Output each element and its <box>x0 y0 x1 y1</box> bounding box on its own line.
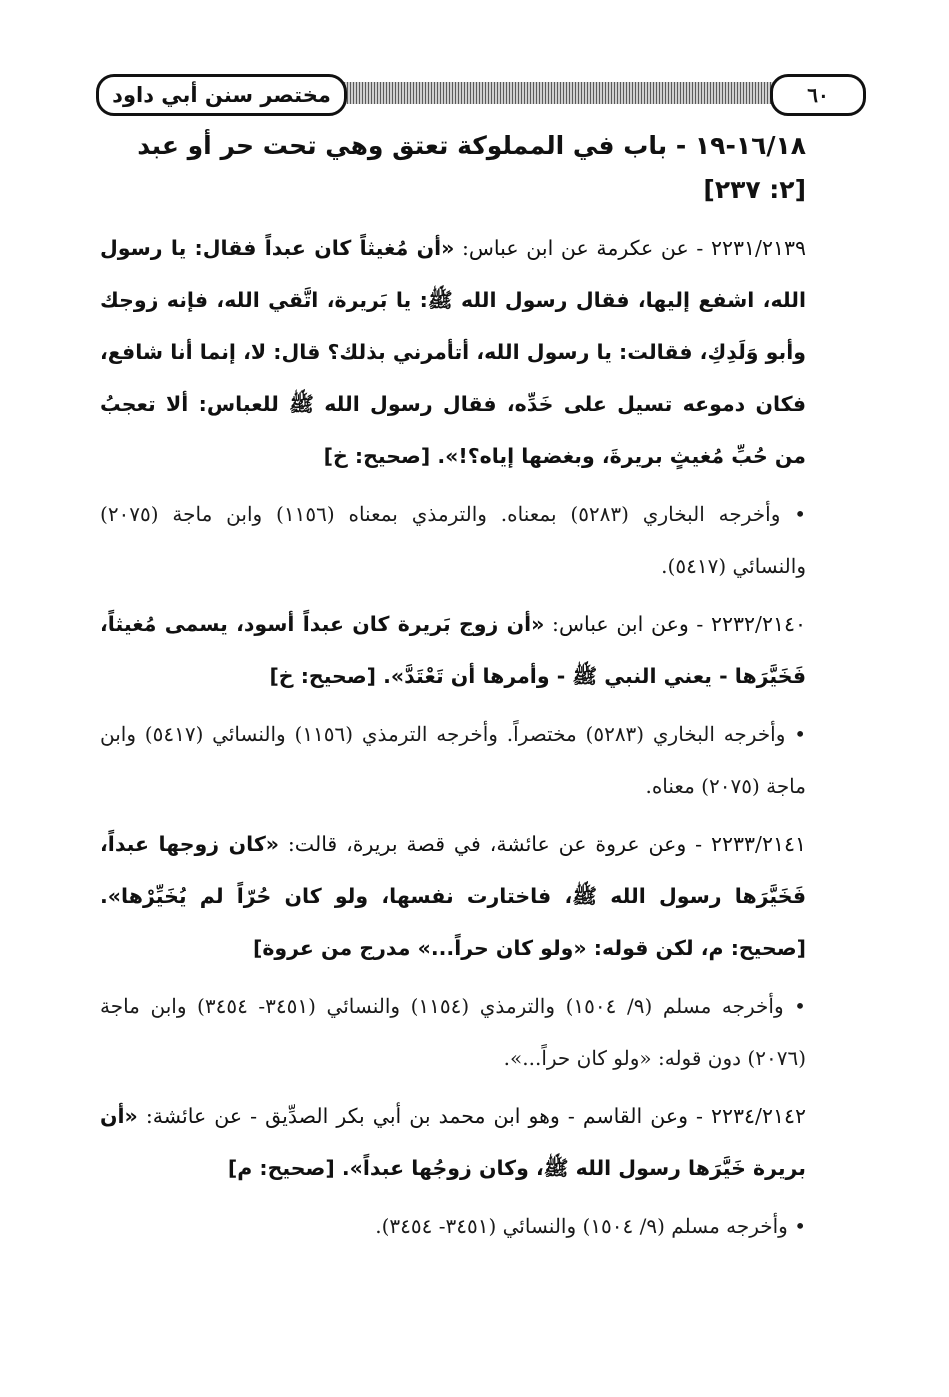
hadith-text: «كان زوجها عبداً، فَخَيَّرَها رسول الله ﷺ، فاختارت نفسها، ولو كان حُرّاً لم يُخَيِّرْها». [صحيح: م، لكن قوله: «ولو كان حراً...» مدرج من عروة] <box>100 832 806 960</box>
book-title: مختصر سنن أبي داود <box>96 74 347 116</box>
hadith-text: «أن مُغيثاً كان عبداً فقال: يا رسول الله، اشفع إليها، فقال رسول الله ﷺ: يا بَريرة، اتَّقي الله، فإنه زوجك وأبو وَلَدِكِ، فقالت: يا رسول الله، أتأمرني بذلك؟ قال: لا، إنما أنا شافع، فكان دموعه تسيل على خَدِّه، فقال رسول الله ﷺ للعباس: ألا تعجبُ من حُبِّ مُغيثٍ بريرةَ، وبغضها إياه؟!». [صحيح: خ] <box>100 236 806 468</box>
page-body <box>100 124 806 1258</box>
hadith-number: ٢٢٣١/٢١٣٩ - <box>688 236 806 260</box>
hadith-number: ٢٢٣٢/٢١٤٠ - <box>688 612 807 636</box>
page-number: ٦٠ <box>770 74 866 116</box>
header-rule <box>341 82 786 104</box>
running-header <box>96 68 866 118</box>
takhrij-note: • وأخرجه البخاري (٥٢٨٣) بمعناه. والترمذي بمعناه (١١٥٦) وابن ماجة (٢٠٧٥) والنسائي (٥٤١٧). <box>100 502 807 578</box>
hadith-text: «أن بريرة خَيَّرَها رسول الله ﷺ، وكان زوجُها عبداً». [صحيح: م] <box>100 1104 806 1180</box>
hadith-number: ٢٢٣٤/٢١٤٢ - <box>688 1104 807 1128</box>
takhrij-note: • وأخرجه مسلم (٩/ ١٥٠٤) والنسائي (٣٤٥١- ٣٤٥٤). <box>375 1214 806 1238</box>
hadith-narrator: وعن ابن عباس: <box>544 612 689 636</box>
takhrij-note: • وأخرجه مسلم (٩/ ١٥٠٤) والترمذي (١١٥٤) والنسائي (٣٤٥١- ٣٤٥٤) وابن ماجة (٢٠٧٦) دون قوله: «ولو كان حراً...». <box>100 994 806 1070</box>
hadith-text: «أن زوج بَريرة كان عبداً أسود، يسمى مُغيثاً، فَخَيَّرَها - يعني النبي ﷺ - وأمرها أن تَعْتَدَّ». [صحيح: خ] <box>100 612 806 688</box>
hadith-narrator: وعن القاسم - وهو ابن محمد بن أبي بكر الصدِّيق - عن عائشة: <box>137 1104 688 1128</box>
hadith-narrator: وعن عروة عن عائشة، في قصة بريرة، قالت: <box>279 832 687 856</box>
hadith-number: ٢٢٣٣/٢١٤١ - <box>686 832 807 856</box>
takhrij-note: • وأخرجه البخاري (٥٢٨٣) مختصراً. وأخرجه الترمذي (١١٥٦) والنسائي (٥٤١٧) وابن ماجة (٢٠٧٥) معناه. <box>100 722 806 798</box>
hadith-entry <box>100 818 806 974</box>
chapter-heading: ١٦/١٨-١٩ - باب في المملوكة تعتق وهي تحت حر أو عبد [٢: ٢٣٧] <box>137 131 806 204</box>
hadith-entry <box>100 598 806 702</box>
hadith-narrator: عن عكرمة عن ابن عباس: <box>454 236 689 260</box>
hadith-entry <box>100 1090 806 1194</box>
hadith-entry <box>100 222 806 482</box>
